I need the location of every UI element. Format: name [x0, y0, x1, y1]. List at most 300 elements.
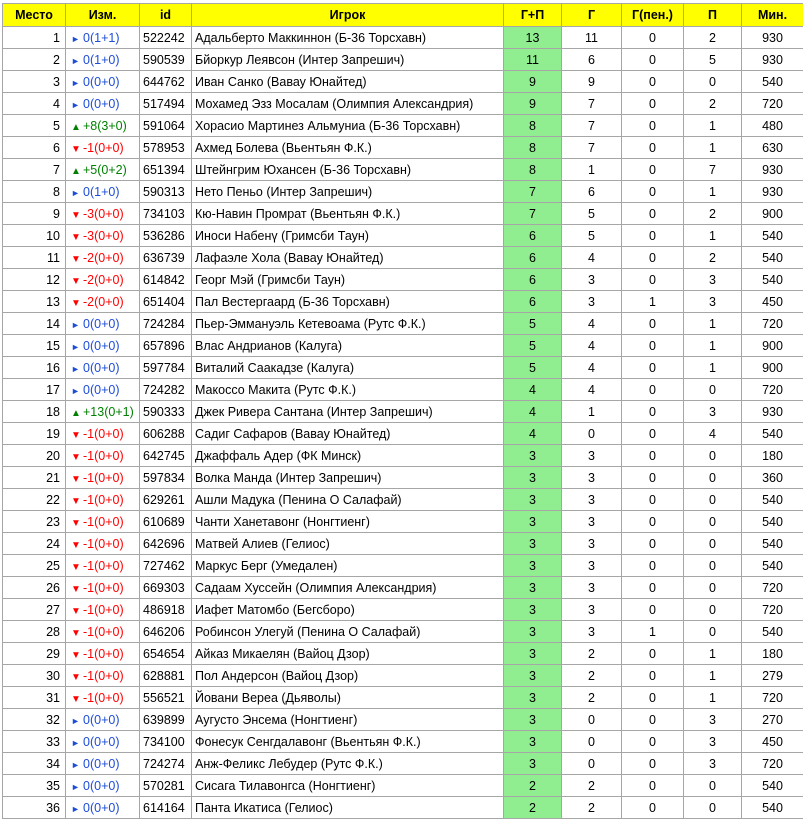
change-cell — [66, 775, 140, 797]
minutes-cell: 540 — [742, 423, 803, 445]
goals-plus-assists-cell: 5 — [504, 313, 562, 335]
change-cell — [66, 599, 140, 621]
header-minutes[interactable]: Мин. — [742, 4, 803, 27]
minutes-cell: 540 — [742, 269, 803, 291]
rank-cell: 33 — [3, 731, 66, 753]
change-cell — [66, 269, 140, 291]
penalty-goals-cell: 0 — [622, 203, 684, 225]
arrow-down-icon: ▼ — [71, 210, 83, 221]
goals-plus-assists-cell: 3 — [504, 511, 562, 533]
assists-cell: 1 — [684, 687, 742, 709]
arrow-right-icon: ► — [71, 342, 83, 352]
assists-cell: 0 — [684, 71, 742, 93]
change-value: -1(0+0) — [83, 559, 124, 573]
goals-cell: 2 — [562, 797, 622, 819]
rank-cell: 10 — [3, 225, 66, 247]
table-row — [3, 797, 803, 819]
table-row — [3, 709, 803, 731]
change-value: +8(3+0) — [83, 119, 127, 133]
change-value: -3(0+0) — [83, 207, 124, 221]
player-cell: Лафаэле Хола (Вавау Юнайтед) — [192, 247, 504, 269]
header-goals[interactable]: Г — [562, 4, 622, 27]
goals-cell: 5 — [562, 203, 622, 225]
goals-cell: 0 — [562, 423, 622, 445]
rank-cell: 16 — [3, 357, 66, 379]
goals-cell: 3 — [562, 577, 622, 599]
penalty-goals-cell: 0 — [622, 357, 684, 379]
id-cell: 651394 — [140, 159, 192, 181]
minutes-cell: 930 — [742, 181, 803, 203]
minutes-cell: 540 — [742, 621, 803, 643]
rank-cell: 18 — [3, 401, 66, 423]
arrow-down-icon: ▼ — [71, 298, 83, 309]
minutes-cell: 720 — [742, 687, 803, 709]
change-value: 0(1+0) — [83, 53, 119, 67]
arrow-down-icon: ▼ — [71, 144, 83, 155]
change-cell — [66, 797, 140, 819]
player-cell: Фонесук Сенгдалавонг (Вьентьян Ф.К.) — [192, 731, 504, 753]
change-value: -1(0+0) — [83, 515, 124, 529]
player-cell: Виталий Саакадзе (Калуга) — [192, 357, 504, 379]
rank-cell: 3 — [3, 71, 66, 93]
id-cell: 651404 — [140, 291, 192, 313]
id-cell: 556521 — [140, 687, 192, 709]
minutes-cell: 720 — [742, 599, 803, 621]
minutes-cell: 720 — [742, 577, 803, 599]
penalty-goals-cell: 0 — [622, 753, 684, 775]
minutes-cell: 720 — [742, 93, 803, 115]
assists-cell: 0 — [684, 621, 742, 643]
rank-cell: 12 — [3, 269, 66, 291]
minutes-cell: 900 — [742, 357, 803, 379]
id-cell: 724274 — [140, 753, 192, 775]
penalty-goals-cell: 0 — [622, 665, 684, 687]
player-cell: Георг Мэй (Гримсби Таун) — [192, 269, 504, 291]
player-cell: Штейнгрим Юхансен (Б-36 Торсхавн) — [192, 159, 504, 181]
arrow-right-icon: ► — [71, 738, 83, 748]
arrow-right-icon: ► — [71, 34, 83, 44]
id-cell: 654654 — [140, 643, 192, 665]
goals-plus-assists-cell: 8 — [504, 115, 562, 137]
table-row — [3, 643, 803, 665]
arrow-down-icon: ▼ — [71, 540, 83, 551]
change-value: -1(0+0) — [83, 141, 124, 155]
header-id[interactable]: id — [140, 4, 192, 27]
arrow-right-icon: ► — [71, 386, 83, 396]
player-cell: Йовани Вереа (Дьяволы) — [192, 687, 504, 709]
goals-cell: 3 — [562, 555, 622, 577]
change-value: 0(0+0) — [83, 75, 119, 89]
penalty-goals-cell: 1 — [622, 291, 684, 313]
assists-cell: 3 — [684, 401, 742, 423]
change-cell — [66, 533, 140, 555]
change-cell — [66, 137, 140, 159]
header-goals-plus-assists[interactable]: Г+П — [504, 4, 562, 27]
id-cell: 614164 — [140, 797, 192, 819]
change-value: -1(0+0) — [83, 449, 124, 463]
goals-cell: 2 — [562, 643, 622, 665]
header-rank[interactable]: Место — [3, 4, 66, 27]
change-value: 0(0+0) — [83, 713, 119, 727]
assists-cell: 0 — [684, 379, 742, 401]
change-cell — [66, 643, 140, 665]
goals-cell: 2 — [562, 665, 622, 687]
table-row — [3, 49, 803, 71]
rank-cell: 26 — [3, 577, 66, 599]
penalty-goals-cell: 0 — [622, 71, 684, 93]
player-cell: Иафет Матомбо (Бегсборо) — [192, 599, 504, 621]
assists-cell: 0 — [684, 533, 742, 555]
change-value: -2(0+0) — [83, 251, 124, 265]
player-cell: Чанти Ханетавонг (Нонгтиенг) — [192, 511, 504, 533]
player-cell: Нето Пеньо (Интер Запрешич) — [192, 181, 504, 203]
id-cell: 628881 — [140, 665, 192, 687]
goals-plus-assists-cell: 13 — [504, 27, 562, 49]
change-cell — [66, 379, 140, 401]
player-cell: Панта Икатиса (Гелиос) — [192, 797, 504, 819]
rank-cell: 17 — [3, 379, 66, 401]
goals-plus-assists-cell: 5 — [504, 357, 562, 379]
change-value: -3(0+0) — [83, 229, 124, 243]
assists-cell: 2 — [684, 27, 742, 49]
assists-cell: 0 — [684, 511, 742, 533]
minutes-cell: 279 — [742, 665, 803, 687]
penalty-goals-cell: 0 — [622, 49, 684, 71]
change-cell — [66, 357, 140, 379]
rank-cell: 27 — [3, 599, 66, 621]
arrow-right-icon: ► — [71, 56, 83, 66]
assists-cell: 7 — [684, 159, 742, 181]
penalty-goals-cell: 0 — [622, 423, 684, 445]
change-value: -2(0+0) — [83, 273, 124, 287]
id-cell: 591064 — [140, 115, 192, 137]
goals-plus-assists-cell: 6 — [504, 225, 562, 247]
id-cell: 642696 — [140, 533, 192, 555]
scorers-table — [2, 3, 803, 819]
goals-cell: 4 — [562, 335, 622, 357]
rank-cell: 7 — [3, 159, 66, 181]
penalty-goals-cell: 0 — [622, 93, 684, 115]
goals-plus-assists-cell: 3 — [504, 577, 562, 599]
change-cell — [66, 49, 140, 71]
rank-cell: 1 — [3, 27, 66, 49]
id-cell: 614842 — [140, 269, 192, 291]
table-row — [3, 445, 803, 467]
table-row — [3, 291, 803, 313]
id-cell: 610689 — [140, 511, 192, 533]
assists-cell: 1 — [684, 225, 742, 247]
change-cell — [66, 313, 140, 335]
change-value: +13(0+1) — [83, 405, 134, 419]
penalty-goals-cell: 0 — [622, 335, 684, 357]
change-value: 0(0+0) — [83, 757, 119, 771]
rank-cell: 19 — [3, 423, 66, 445]
rank-cell: 22 — [3, 489, 66, 511]
change-value: -1(0+0) — [83, 625, 124, 639]
minutes-cell: 180 — [742, 445, 803, 467]
arrow-down-icon: ▼ — [71, 430, 83, 441]
goals-plus-assists-cell: 7 — [504, 203, 562, 225]
id-cell: 734100 — [140, 731, 192, 753]
arrow-up-icon: ▲ — [71, 408, 83, 419]
arrow-down-icon: ▼ — [71, 562, 83, 573]
change-value: -1(0+0) — [83, 471, 124, 485]
id-cell: 522242 — [140, 27, 192, 49]
goals-cell: 0 — [562, 753, 622, 775]
arrow-down-icon: ▼ — [71, 584, 83, 595]
rank-cell: 20 — [3, 445, 66, 467]
table-row — [3, 731, 803, 753]
arrow-down-icon: ▼ — [71, 254, 83, 265]
id-cell: 590539 — [140, 49, 192, 71]
table-row — [3, 423, 803, 445]
goals-cell: 3 — [562, 269, 622, 291]
minutes-cell: 900 — [742, 203, 803, 225]
player-cell: Иноси Набенү (Гримсби Таун) — [192, 225, 504, 247]
assists-cell: 0 — [684, 797, 742, 819]
arrow-down-icon: ▼ — [71, 628, 83, 639]
minutes-cell: 540 — [742, 511, 803, 533]
goals-plus-assists-cell: 3 — [504, 665, 562, 687]
assists-cell: 3 — [684, 269, 742, 291]
penalty-goals-cell: 0 — [622, 225, 684, 247]
penalty-goals-cell: 0 — [622, 159, 684, 181]
assists-cell: 1 — [684, 137, 742, 159]
table-row — [3, 225, 803, 247]
player-cell: Волка Манда (Интер Запрешич) — [192, 467, 504, 489]
goals-cell: 11 — [562, 27, 622, 49]
change-cell — [66, 291, 140, 313]
player-cell: Ашли Мадука (Пенина О Салафай) — [192, 489, 504, 511]
player-cell: Садиг Сафаров (Вавау Юнайтед) — [192, 423, 504, 445]
change-cell — [66, 203, 140, 225]
player-cell: Бйоркур Леявсон (Интер Запрешич) — [192, 49, 504, 71]
player-cell: Садаам Хуссейн (Олимпия Александрия) — [192, 577, 504, 599]
change-cell — [66, 687, 140, 709]
table-row — [3, 247, 803, 269]
rank-cell: 24 — [3, 533, 66, 555]
change-value: -1(0+0) — [83, 493, 124, 507]
assists-cell: 1 — [684, 115, 742, 137]
id-cell: 578953 — [140, 137, 192, 159]
penalty-goals-cell: 0 — [622, 533, 684, 555]
change-value: 0(1+0) — [83, 185, 119, 199]
goals-plus-assists-cell: 3 — [504, 687, 562, 709]
id-cell: 657896 — [140, 335, 192, 357]
change-value: -1(0+0) — [83, 427, 124, 441]
header-row — [3, 4, 803, 27]
penalty-goals-cell: 0 — [622, 599, 684, 621]
change-cell — [66, 621, 140, 643]
id-cell: 727462 — [140, 555, 192, 577]
header-assists[interactable]: П — [684, 4, 742, 27]
goals-cell: 4 — [562, 379, 622, 401]
minutes-cell: 540 — [742, 247, 803, 269]
penalty-goals-cell: 0 — [622, 401, 684, 423]
goals-plus-assists-cell: 4 — [504, 423, 562, 445]
change-cell — [66, 225, 140, 247]
table-row — [3, 379, 803, 401]
minutes-cell: 450 — [742, 291, 803, 313]
minutes-cell: 720 — [742, 753, 803, 775]
goals-cell: 0 — [562, 731, 622, 753]
rank-cell: 2 — [3, 49, 66, 71]
change-value: -1(0+0) — [83, 603, 124, 617]
id-cell: 517494 — [140, 93, 192, 115]
penalty-goals-cell: 0 — [622, 643, 684, 665]
penalty-goals-cell: 0 — [622, 445, 684, 467]
assists-cell: 3 — [684, 291, 742, 313]
minutes-cell: 540 — [742, 797, 803, 819]
id-cell: 629261 — [140, 489, 192, 511]
goals-plus-assists-cell: 3 — [504, 489, 562, 511]
id-cell: 597834 — [140, 467, 192, 489]
player-cell: Макоссо Макита (Рутс Ф.К.) — [192, 379, 504, 401]
assists-cell: 3 — [684, 753, 742, 775]
goals-cell: 3 — [562, 599, 622, 621]
rank-cell: 32 — [3, 709, 66, 731]
goals-cell: 1 — [562, 159, 622, 181]
table-row — [3, 137, 803, 159]
rank-cell: 4 — [3, 93, 66, 115]
table-row — [3, 93, 803, 115]
rank-cell: 28 — [3, 621, 66, 643]
arrow-down-icon: ▼ — [71, 606, 83, 617]
header-penalty-goals[interactable]: Г(пен.) — [622, 4, 684, 27]
id-cell: 536286 — [140, 225, 192, 247]
player-cell: Маркус Берг (Умедален) — [192, 555, 504, 577]
goals-cell: 5 — [562, 225, 622, 247]
table-row — [3, 71, 803, 93]
goals-plus-assists-cell: 3 — [504, 533, 562, 555]
goals-cell: 4 — [562, 247, 622, 269]
goals-cell: 3 — [562, 489, 622, 511]
change-cell — [66, 335, 140, 357]
table-body — [3, 27, 803, 819]
player-cell: Анж-Феликс Лебудер (Рутс Ф.К.) — [192, 753, 504, 775]
change-value: -1(0+0) — [83, 669, 124, 683]
assists-cell: 0 — [684, 775, 742, 797]
change-value: 0(0+0) — [83, 339, 119, 353]
table-row — [3, 775, 803, 797]
arrow-right-icon: ► — [71, 320, 83, 330]
change-value: 0(0+0) — [83, 779, 119, 793]
goals-cell: 6 — [562, 181, 622, 203]
assists-cell: 1 — [684, 643, 742, 665]
goals-cell: 9 — [562, 71, 622, 93]
header-change[interactable]: Изм. — [66, 4, 140, 27]
id-cell: 646206 — [140, 621, 192, 643]
rank-cell: 25 — [3, 555, 66, 577]
goals-cell: 3 — [562, 291, 622, 313]
arrow-down-icon: ▼ — [71, 496, 83, 507]
change-cell — [66, 401, 140, 423]
player-cell: Влас Андрианов (Калуга) — [192, 335, 504, 357]
change-cell — [66, 181, 140, 203]
table-row — [3, 511, 803, 533]
minutes-cell: 180 — [742, 643, 803, 665]
arrow-down-icon: ▼ — [71, 276, 83, 287]
goals-plus-assists-cell: 3 — [504, 467, 562, 489]
arrow-right-icon: ► — [71, 364, 83, 374]
table-row — [3, 577, 803, 599]
goals-plus-assists-cell: 8 — [504, 137, 562, 159]
table-row — [3, 401, 803, 423]
change-value: 0(0+0) — [83, 97, 119, 111]
table-row — [3, 489, 803, 511]
header-player[interactable]: Игрок — [192, 4, 504, 27]
assists-cell: 2 — [684, 203, 742, 225]
assists-cell: 0 — [684, 445, 742, 467]
goals-cell: 7 — [562, 137, 622, 159]
goals-plus-assists-cell: 3 — [504, 621, 562, 643]
table-row — [3, 753, 803, 775]
table-row — [3, 203, 803, 225]
goals-plus-assists-cell: 3 — [504, 753, 562, 775]
arrow-right-icon: ► — [71, 78, 83, 88]
rank-cell: 30 — [3, 665, 66, 687]
arrow-up-icon: ▲ — [71, 122, 83, 133]
assists-cell: 3 — [684, 709, 742, 731]
table-row — [3, 27, 803, 49]
change-cell — [66, 577, 140, 599]
arrow-right-icon: ► — [71, 100, 83, 110]
goals-cell: 4 — [562, 357, 622, 379]
goals-plus-assists-cell: 6 — [504, 291, 562, 313]
arrow-right-icon: ► — [71, 760, 83, 770]
id-cell: 606288 — [140, 423, 192, 445]
rank-cell: 31 — [3, 687, 66, 709]
minutes-cell: 540 — [742, 71, 803, 93]
penalty-goals-cell: 0 — [622, 709, 684, 731]
minutes-cell: 450 — [742, 731, 803, 753]
change-cell — [66, 489, 140, 511]
minutes-cell: 930 — [742, 49, 803, 71]
rank-cell: 29 — [3, 643, 66, 665]
change-cell — [66, 665, 140, 687]
penalty-goals-cell: 0 — [622, 797, 684, 819]
goals-plus-assists-cell: 2 — [504, 797, 562, 819]
assists-cell: 0 — [684, 577, 742, 599]
minutes-cell: 720 — [742, 313, 803, 335]
goals-plus-assists-cell: 3 — [504, 709, 562, 731]
change-cell — [66, 247, 140, 269]
minutes-cell: 720 — [742, 379, 803, 401]
change-value: +5(0+2) — [83, 163, 127, 177]
change-cell — [66, 27, 140, 49]
player-cell: Робинсон Улегуй (Пенина О Салафай) — [192, 621, 504, 643]
goals-plus-assists-cell: 3 — [504, 599, 562, 621]
player-cell: Матвей Алиев (Гелиос) — [192, 533, 504, 555]
goals-plus-assists-cell: 5 — [504, 335, 562, 357]
minutes-cell: 630 — [742, 137, 803, 159]
player-cell: Аугусто Энсема (Нонгтиенг) — [192, 709, 504, 731]
goals-cell: 1 — [562, 401, 622, 423]
table-row — [3, 555, 803, 577]
goals-plus-assists-cell: 9 — [504, 71, 562, 93]
assists-cell: 5 — [684, 49, 742, 71]
penalty-goals-cell: 0 — [622, 313, 684, 335]
table-row — [3, 357, 803, 379]
player-cell: Кю-Навин Промрат (Вьентьян Ф.К.) — [192, 203, 504, 225]
rank-cell: 21 — [3, 467, 66, 489]
table-row — [3, 335, 803, 357]
arrow-right-icon: ► — [71, 188, 83, 198]
id-cell: 636739 — [140, 247, 192, 269]
arrow-down-icon: ▼ — [71, 518, 83, 529]
table-row — [3, 599, 803, 621]
penalty-goals-cell: 0 — [622, 775, 684, 797]
